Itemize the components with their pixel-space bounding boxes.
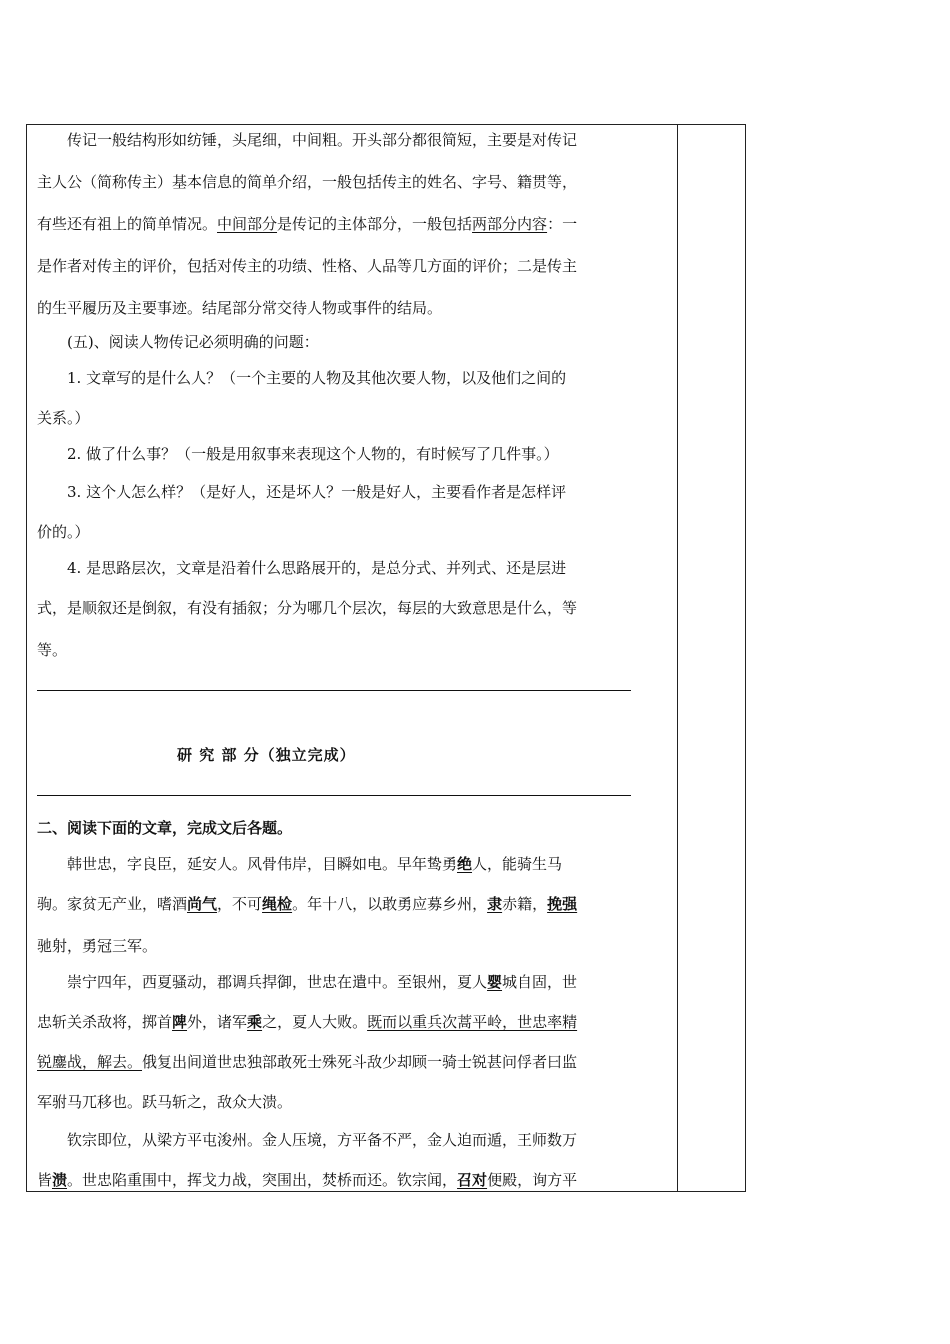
- underlined-term: 中间部分: [217, 215, 278, 233]
- underlined-term: 婴: [487, 973, 503, 991]
- separator-line: [37, 690, 631, 691]
- text: 是传记的主体部分，一般包括: [277, 215, 473, 233]
- text: 俄复出间道世忠独部敢死士殊死斗敌少却顾一骑士锐甚问俘者曰监: [142, 1053, 578, 1071]
- underlined-term: 乘: [247, 1013, 263, 1031]
- text: 皆: [37, 1171, 53, 1189]
- intro-line-1: 传记一般结构形如纺锤，头尾细，中间粗。开头部分都很简短，主要是对传记: [67, 131, 578, 149]
- passage-p1-line-1: [67, 853, 562, 874]
- question-4-line-3: 等。: [37, 641, 68, 659]
- text: 之，夏人大败。: [262, 1013, 368, 1031]
- text: 有些还有祖上的简单情况。: [37, 215, 218, 233]
- question-4-line-1: 4. 是思路层次，文章是沿着什么思路展开的，是总分式、并列式、还是层进: [67, 559, 567, 577]
- underlined-term: 陴: [172, 1013, 188, 1031]
- underlined-term: 隶: [487, 895, 503, 913]
- passage-p2-line-4: 军驸马兀移也。跃马斩之，敌众大溃。: [37, 1093, 293, 1111]
- text: 。世忠陷重围中，挥戈力战，突围出，焚桥而还。钦宗闻，: [67, 1171, 458, 1189]
- passage-p2-line-1: [67, 971, 577, 992]
- passage-p1-line-2: [37, 893, 577, 914]
- page-frame: [26, 124, 746, 1192]
- underlined-sentence: 既而以重兵次蒿平岭，世忠率精: [367, 1013, 578, 1031]
- question-3-line-2: 价的。）: [37, 523, 90, 541]
- part2-heading: 二、阅读下面的文章，完成文后各题。: [37, 819, 293, 837]
- underlined-sentence: 锐鏖战，解去。: [37, 1053, 143, 1071]
- text: 驹。家贫无产业，嗜酒: [37, 895, 188, 913]
- intro-line-5: 的生平履历及主要事迹。结尾部分常交待人物或事件的结局。: [37, 299, 443, 317]
- underlined-term: 尚气: [187, 895, 218, 913]
- question-3-line-1: 3. 这个人怎么样？（是好人，还是坏人？一般是好人，主要看作者是怎样评: [67, 483, 567, 501]
- underlined-term: 召对: [457, 1171, 488, 1189]
- question-4-line-2: 式，是顺叙还是倒叙，有没有插叙；分为哪几个层次，每层的大致意思是什么，等: [37, 599, 578, 617]
- text: 便殿，询方平: [487, 1171, 578, 1189]
- underlined-term: 挽强: [547, 895, 578, 913]
- text: 。年十八，以敢勇应募乡州，: [292, 895, 488, 913]
- question-1-line-1: 1. 文章写的是什么人？（一个主要的人物及其他次要人物，以及他们之间的: [67, 369, 567, 387]
- passage-p2-line-2: [37, 1011, 577, 1032]
- question-1-line-2: 关系。）: [37, 409, 90, 427]
- passage-p2-line-3: [37, 1051, 577, 1072]
- text: ：一: [547, 215, 578, 233]
- section5-heading: (五)、阅读人物传记必须明确的问题：: [67, 333, 319, 351]
- text: 忠斩关杀敌将，掷首: [37, 1013, 173, 1031]
- underlined-term: 绝: [457, 855, 473, 873]
- text: 人，能骑生马: [472, 855, 563, 873]
- text: 城自固，世: [502, 973, 578, 991]
- underlined-term: 溃: [52, 1171, 68, 1189]
- text: 外，诸军: [187, 1013, 248, 1031]
- intro-line-3: [37, 213, 577, 234]
- text: ，不可: [217, 895, 263, 913]
- text: 韩世忠，字良臣，延安人。风骨伟岸，目瞬如电。早年鸷勇: [67, 855, 458, 873]
- intro-line-4: 是作者对传主的评价，包括对传主的功绩、性格、人品等几方面的评价；二是传主: [37, 257, 578, 275]
- text: 崇宁四年，西夏骚动，郡调兵捍御，世忠在遣中。至银州，夏人: [67, 973, 488, 991]
- question-2: 2. 做了什么事？（一般是用叙事来表现这个人物的，有时候写了几件事。）: [67, 445, 559, 463]
- passage-p1-line-3: 驰射，勇冠三军。: [37, 937, 158, 955]
- passage-p3-line-1: 钦宗即位，从梁方平屯浚州。金人压境，方平备不严，金人迫而遁，王师数万: [67, 1131, 578, 1149]
- separator-line: [37, 795, 631, 796]
- research-section-title: 研 究 部 分（独立完成）: [177, 746, 356, 764]
- underlined-term: 绳检: [262, 895, 293, 913]
- text: 赤籍，: [502, 895, 548, 913]
- underlined-term: 两部分内容: [472, 215, 548, 233]
- intro-line-2: 主人公（简称传主）基本信息的简单介绍，一般包括传主的姓名、字号、籍贯等，: [37, 173, 578, 191]
- column-divider: [677, 125, 678, 1191]
- passage-p3-line-2: [37, 1169, 577, 1190]
